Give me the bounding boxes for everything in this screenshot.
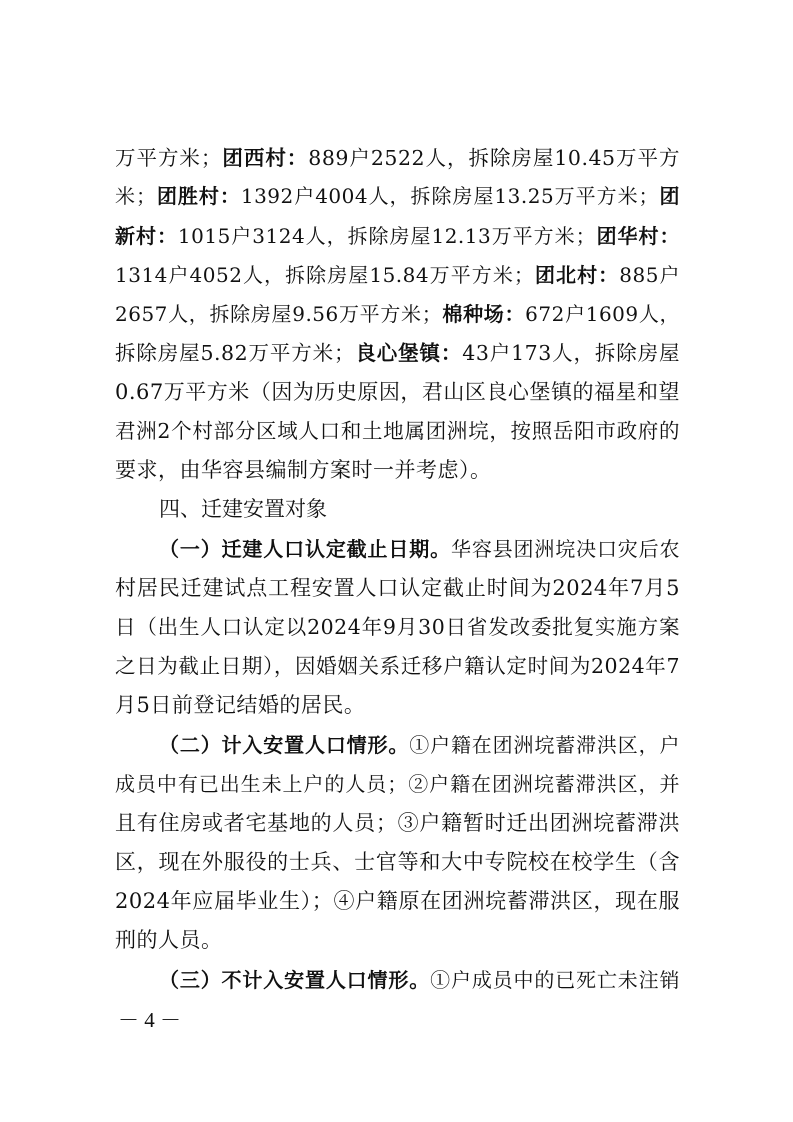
bold-label: 团西村： [221, 146, 309, 170]
body-line [115, 296, 680, 332]
text-segment: 672户1609人， [525, 302, 681, 326]
body-line [115, 844, 680, 880]
body-line [115, 257, 680, 293]
bold-label: 良心堡镇： [355, 341, 463, 365]
text-segment: 君洲2个村部分区域人口和土地属团洲垸，按照岳阳市政府的 [115, 419, 680, 443]
text-segment: 885户 [619, 263, 680, 287]
text-segment: 2024年应届毕业生）；④户籍原在团洲垸蓄滞洪区，现在服 [115, 889, 680, 913]
body-line [115, 374, 680, 410]
text-segment: 华容县团洲垸决口灾后农 [450, 537, 681, 561]
body-line [115, 766, 680, 802]
body-line [115, 140, 680, 176]
body-line [115, 570, 680, 606]
text-segment: 2657人，拆除房屋9.56万平方米； [115, 302, 443, 326]
bold-label: 团 [659, 184, 681, 208]
text-segment: 月5日前登记结婚的居民。 [115, 693, 366, 717]
body-line [115, 805, 680, 841]
text-segment: 成员中有已出生未上户的人员；②户籍在团洲垸蓄滞洪区，并 [115, 772, 680, 796]
text-segment: 区，现在外服役的士兵、士官等和大中专院校在校学生（含 [115, 850, 680, 874]
text-segment: 万平方米； [115, 146, 222, 170]
body-line [159, 962, 680, 998]
body-line [115, 687, 680, 723]
bold-label: （二）计入安置人口情形。 [159, 733, 410, 757]
text-segment: 村居民迁建试点工程安置人口认定截止时间为2024年7月5 [115, 576, 680, 600]
body-line [115, 335, 680, 371]
text-segment: ①户籍在团洲垸蓄滞洪区，户 [409, 733, 680, 757]
body-line [115, 883, 680, 919]
text-segment: 且有住房或者宅基地的人员；③户籍暂时迁出团洲垸蓄滞洪 [115, 811, 680, 835]
text-segment: 日（出生人口认定以2024年9月30日省发改委批复实施方案 [115, 615, 680, 639]
body-line [115, 178, 680, 214]
text-segment: ①户成员中的已死亡未注销 [430, 968, 681, 992]
body-line [115, 218, 680, 254]
bold-label: 团北村： [534, 263, 620, 287]
bold-label: （一）迁建人口认定截止日期。 [159, 537, 451, 561]
text-segment: 0.67万平方米（因为历史原因，君山区良心堡镇的福星和望 [115, 380, 680, 404]
body-line [115, 413, 680, 449]
bold-label: （三）不计入安置人口情形。 [159, 968, 431, 992]
text-segment: 之日为截止日期），因婚姻关系迁移户籍认定时间为2024年7 [115, 654, 680, 678]
text-segment: 43户173人，拆除房屋 [462, 341, 680, 365]
bold-label: 棉种场： [442, 302, 526, 326]
text-segment: 889户2522人，拆除房屋10.45万平方 [308, 146, 680, 170]
body-line [159, 531, 680, 567]
body-line [115, 452, 680, 488]
body-line [115, 609, 680, 645]
text-segment: 1314户4052人，拆除房屋15.84万平方米； [115, 263, 535, 287]
section-heading: 四、迁建安置对象 [159, 497, 327, 521]
text-segment: 米； [115, 184, 157, 208]
bold-label: 团胜村： [156, 184, 241, 208]
text-segment: 拆除房屋5.82万平方米； [115, 341, 356, 365]
body-line [115, 648, 680, 684]
bold-label: 团华村： [596, 224, 681, 248]
text-segment: 1015户3124人，拆除房屋12.13万平方米； [177, 224, 597, 248]
bold-label: 新村： [115, 224, 178, 248]
body-line [115, 922, 680, 958]
text-segment: 1392户4004人，拆除房屋13.25万平方米； [240, 184, 660, 208]
body-line [159, 727, 680, 763]
page-number: － 4 － [118, 1008, 181, 1032]
text-segment: 刑的人员。 [115, 928, 223, 952]
text-segment: 要求，由华容县编制方案时一并考虑）。 [115, 458, 492, 482]
